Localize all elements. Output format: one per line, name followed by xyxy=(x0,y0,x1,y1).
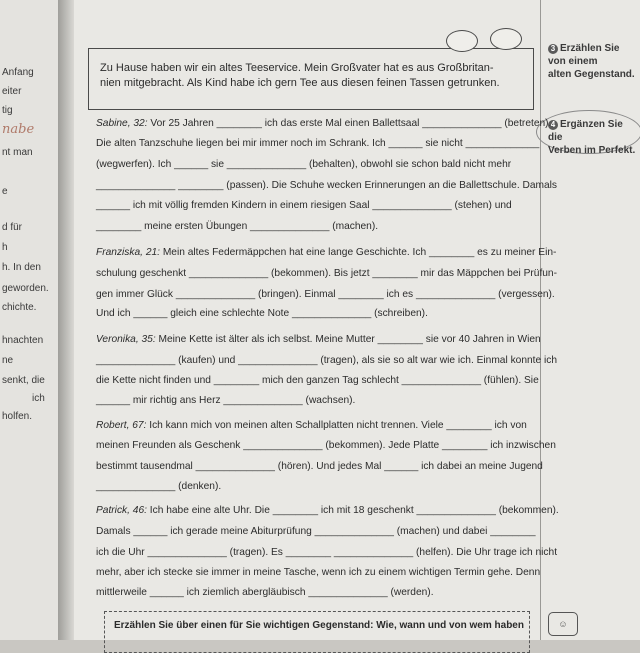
task-3-line: alten Gegenstand. xyxy=(548,69,635,80)
left-page xyxy=(0,0,59,640)
left-page-line: chichte. xyxy=(2,302,37,313)
exercise-line: Robert, 67: Ich kann mich von meinen alten Schallplatten nicht trennen. Viele ________ ich von xyxy=(96,420,527,431)
exercise-line: meinen Freunden als Geschenk ______________ (bekommen). Jede Platte ________ ich inzwischen xyxy=(96,440,556,451)
left-page-line: tig xyxy=(2,105,13,116)
task-number-badge: 4 xyxy=(548,120,558,130)
exercise-line: mittlerweile ______ ich ziemlich abergläubisch ______________ (werden). xyxy=(96,587,434,598)
task-4-line: Verben im Perfekt. xyxy=(548,145,636,156)
exercise-line: ______ mir richtig ans Herz ______________ (wachsen). xyxy=(96,395,356,406)
task-number-badge: 3 xyxy=(548,44,558,54)
left-page-line: nt man xyxy=(2,147,33,158)
exercise-line: die Kette nicht finden und ________ mich den ganzen Tag schlecht ______________ (fühlen). Sie xyxy=(96,375,539,386)
left-page-line: holfen. xyxy=(2,411,33,422)
speaker-name: Franziska, 21: xyxy=(96,247,160,258)
intro-quote-line: nien mitgebracht. Als Kind habe ich gern Tee aus diesen feinen Tassen getrunken. xyxy=(100,77,500,89)
left-page-line: e xyxy=(2,186,8,197)
task-4-line: Ergänzen Sie die xyxy=(548,119,623,143)
intro-quote xyxy=(100,61,520,91)
exercise-line: ich die Uhr ______________ (tragen). Es ________ ______________ (helfen). Die Uhr trage ich nicht xyxy=(96,547,558,558)
exercise-line: ______________ (denken). xyxy=(96,481,222,492)
task-3-line: von einem xyxy=(548,56,598,67)
exercise-line: schulung geschenkt ______________ (bekommen). Bis jetzt ________ mir das Mäppchen bei Prüfun- xyxy=(96,268,557,279)
speech-bubble-icon xyxy=(490,28,522,50)
exercise-line: Und ich ______ gleich eine schlechte Note ______________ (schreiben). xyxy=(96,308,428,319)
exercise-line: ______________ (kaufen) und ______________ (tragen), als sie so alt war wie ich. Einmal konnte ich xyxy=(96,355,558,366)
exercise-line: ______________ ________ (passen). Die Schuhe wecken Erinnerungen an die Ballettschule. Damals xyxy=(96,180,558,191)
speaking-icon: ☺ xyxy=(548,612,578,636)
left-page-line: hnachten xyxy=(2,335,44,346)
speaker-name: Robert, 67: xyxy=(96,420,147,431)
exercise-line: Veronika, 35: Meine Kette ist älter als ich selbst. Meine Mutter ________ sie vor 40 Jahren in Wien xyxy=(96,334,541,345)
exercise-line: Die alten Tanzschuhe liegen bei mir immer noch im Schrank. Ich ______ sie nicht _____________ xyxy=(96,138,540,149)
book-gutter xyxy=(58,0,74,640)
exercise-line: mehr, aber ich stecke sie immer in meine Tasche, wenn ich zu einem wichtigen Termin gehe. Denn xyxy=(96,567,541,578)
exercise-line: ________ meine ersten Übungen ______________ (machen). xyxy=(96,221,379,232)
left-page-line: eiter xyxy=(2,86,22,97)
task-4-instruction xyxy=(548,118,640,157)
speaker-name: Patrick, 46: xyxy=(96,505,147,516)
left-page-line: h xyxy=(2,242,8,253)
writing-task-prompt: Erzählen Sie über einen für Sie wichtigen Gegenstand: Wie, wann und von wem haben xyxy=(114,620,524,631)
exercise-line: Patrick, 46: Ich habe eine alte Uhr. Die ________ ich mit 18 geschenkt ______________ (bekommen). xyxy=(96,505,559,516)
task-3-line: Erzählen Sie xyxy=(560,43,620,54)
left-page-line: d für xyxy=(2,222,23,233)
exercise-line: Franziska, 21: Mein altes Federmäppchen hat eine lange Geschichte. Ich ________ es zu meiner Ein- xyxy=(96,247,557,258)
writing-task-box xyxy=(104,611,530,653)
exercise-line: (wegwerfen). Ich ______ sie ______________ (behalten), obwohl sie schon bald nicht mehr xyxy=(96,159,512,170)
left-page-line: h. In den xyxy=(2,262,41,273)
speaker-name: Sabine, 32: xyxy=(96,118,148,129)
left-page-line: Anfang xyxy=(2,67,34,78)
exercise-line: ______ ich mit völlig fremden Kindern in einem riesigen Saal ______________ (stehen) und xyxy=(96,200,512,211)
speaker-name: Veronika, 35: xyxy=(96,334,156,345)
sidebar-divider xyxy=(540,0,541,640)
exercise-line: gen immer Glück ______________ (bringen). Einmal ________ ich es ______________ (vergessen). xyxy=(96,289,555,300)
speech-bubble-icon xyxy=(446,30,478,52)
exercise-line: Damals ______ ich gerade meine Abiturprüfung ______________ (machen) und dabei ________ xyxy=(96,526,536,537)
exercise-line: bestimmt tausendmal ______________ (hören). Und jedes Mal ______ ich dabei an meine Jugend xyxy=(96,461,543,472)
exercise-line: Sabine, 32: Vor 25 Jahren ________ ich das erste Mal einen Ballettsaal ______________ (betreten). xyxy=(96,118,552,129)
task-3-instruction xyxy=(548,42,635,81)
left-page-line: senkt, die xyxy=(2,375,45,386)
left-page-line: ich xyxy=(32,393,45,404)
intro-quote-line: Zu Hause haben wir ein altes Teeservice. Mein Großvater hat es aus Großbritan- xyxy=(100,62,494,74)
left-page-line: ne xyxy=(2,355,14,366)
left-page-line: geworden. xyxy=(2,283,49,294)
handwritten-note: nabe xyxy=(2,122,35,137)
